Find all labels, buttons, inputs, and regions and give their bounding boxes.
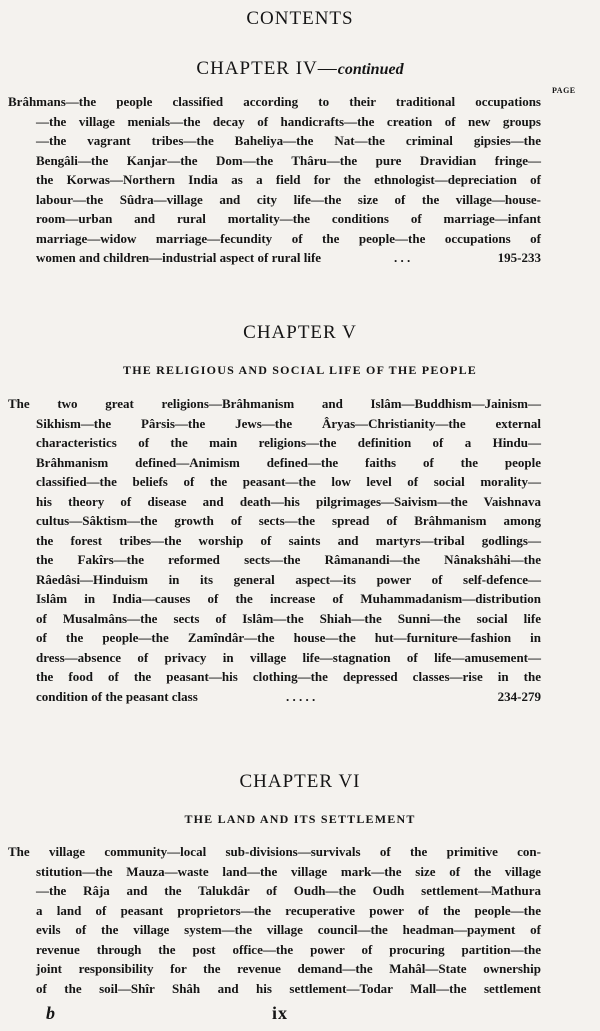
- summary-line: women and children—industrial aspect of rural life: [36, 250, 322, 265]
- summary-line: room—urban and rural mortality—the conditions of marriage—infant: [36, 211, 541, 226]
- summary-line: Islâm in India—causes of the increase of Muhammadanism—distribution: [36, 591, 541, 606]
- summary-line: the forest tribes—the worship of saints and martyrs—tribal godlings—: [36, 532, 541, 548]
- chapter-heading: CHAPTER VI: [239, 771, 361, 792]
- summary-line: Râedâsi—Hinduism in its general aspect—its power of self-defence—: [36, 571, 541, 587]
- summary-line: marriage—widow marriage—fecundity of the people—the occupations of: [36, 230, 541, 246]
- summary-line: his theory of disease and death—his pilgrimages—Saivism—the Vaishnava: [36, 493, 541, 509]
- summary-line: the Korwas—Northern India as a field for the ethnologist—depreciation of: [36, 172, 541, 187]
- summary-line: evils of the village system—the village council—the headman—payment of: [36, 922, 541, 937]
- chapter-heading: CHAPTER V: [243, 322, 357, 343]
- summary-line: —the village menials—the decay of handicrafts—the creation of new groups: [36, 113, 541, 129]
- page-column-label: PAGE: [552, 86, 576, 95]
- summary-line: Brâhmanism defined—Animism defined—the faiths of the people: [36, 454, 541, 470]
- chapter-summary: [8, 394, 541, 706]
- page-title: CONTENTS: [246, 8, 354, 29]
- summary-line: —the Râja and the Talukdâr of Oudh—the Oudh settlement—Mathura: [36, 883, 541, 898]
- summary-line: dress—absence of privacy in village life—stagnation of life—amusement—: [36, 649, 541, 665]
- continued-label: continued: [337, 61, 404, 78]
- summary-line: the Fakîrs—the reformed sects—the Râmanandi—the Nânakshâhi—the: [36, 552, 541, 567]
- summary-line: of the people—the Zamîndâr—the house—the hut—furniture—fashion in: [36, 630, 541, 645]
- summary-line: stitution—the Mauza—waste land—the village mark—the size of the village: [36, 863, 541, 879]
- summary-line: the food of the peasant—his clothing—the depressed classes—rise in the: [36, 669, 541, 684]
- summary-line: Sikhism—the Pârsis—the Jews—the Âryas—Christianity—the external: [36, 415, 541, 431]
- signature-mark: b: [46, 1003, 55, 1023]
- dot-leader: . . . . .: [286, 689, 316, 704]
- summary-line: Bengâli—the Kanjar—the Dom—the Thâru—the pure Dravidian fringe—: [36, 152, 541, 168]
- summary-line: of Musalmâns—the sects of Islâm—the Shiah—the Sunni—the social life: [36, 610, 541, 626]
- summary-line: joint responsibility for the revenue demand—the Mahâl—State ownership: [36, 961, 541, 976]
- dot-leader: . . .: [394, 250, 411, 265]
- chapter-summary: [8, 842, 541, 998]
- chapter-heading: CHAPTER IV—continued: [196, 58, 404, 79]
- summary-line: a land of peasant proprietors—the recuperative power of the people—the: [36, 902, 541, 918]
- summary-line: —the vagrant tribes—the Baheliya—the Nat—the criminal gipsies—the: [36, 133, 541, 148]
- summary-line: condition of the peasant class: [36, 688, 198, 704]
- summary-line: The two great religions—Brâhmanism and Islâm—Buddhism—Jainism—: [8, 396, 541, 411]
- summary-line: labour—the Sûdra—village and city life—the size of the village—house-: [36, 191, 541, 207]
- summary-line: Brâhmans—the people classified according to their traditional occupations: [8, 94, 541, 109]
- chapter-subtitle: THE LAND AND ITS SETTLEMENT: [184, 812, 416, 826]
- page-range: 234-279: [497, 688, 541, 704]
- page-number: ix: [272, 1003, 289, 1023]
- summary-line: revenue through the post office—the power of procuring partition—the: [36, 941, 541, 957]
- summary-line: characteristics of the main religions—the definition of a Hindu—: [36, 435, 541, 450]
- summary-line: classified—the beliefs of the peasant—the low level of social morality—: [36, 474, 541, 489]
- chapter-summary: [8, 92, 541, 268]
- summary-line: of the soil—Shîr Shâh and his settlement—Todar Mall—the settlement: [36, 980, 541, 996]
- chapter-subtitle: THE RELIGIOUS AND SOCIAL LIFE OF THE PEOPLE: [122, 363, 477, 377]
- page-range: 195-233: [497, 250, 541, 265]
- summary-line: The village community—local sub-divisions—survivals of the primitive con-: [8, 844, 541, 859]
- summary-line: cultus—Sâktism—the growth of sects—the spread of Brâhmanism among: [36, 513, 541, 528]
